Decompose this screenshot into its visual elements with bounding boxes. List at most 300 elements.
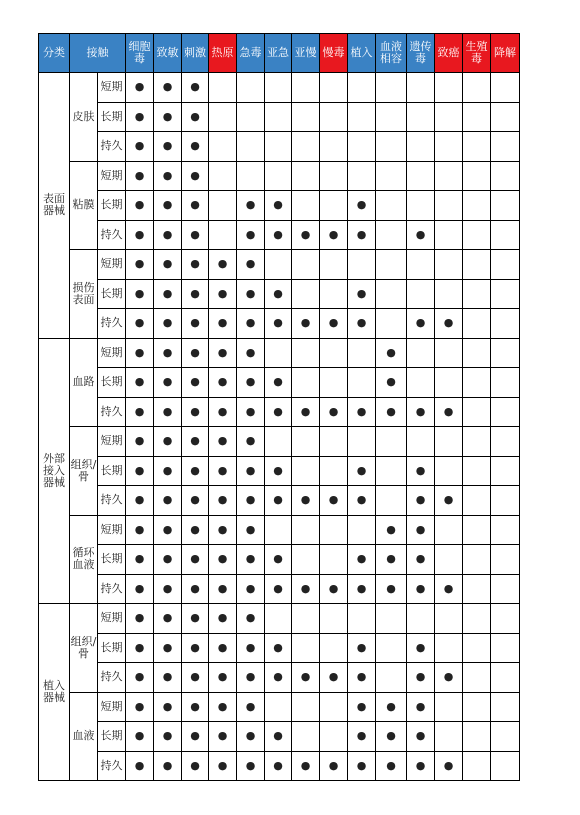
empty-test-cell bbox=[237, 161, 265, 191]
required-test-mark: ● bbox=[126, 663, 154, 693]
duration-label: 短期 bbox=[98, 692, 126, 722]
empty-test-cell bbox=[435, 102, 463, 132]
contact-site-label: 组织/骨 bbox=[70, 604, 98, 693]
empty-test-cell bbox=[407, 161, 435, 191]
empty-test-cell bbox=[407, 368, 435, 398]
empty-test-cell bbox=[463, 545, 491, 575]
required-test-mark: ● bbox=[435, 751, 463, 781]
empty-test-cell bbox=[265, 132, 292, 162]
required-test-mark: ● bbox=[237, 751, 265, 781]
empty-test-cell bbox=[292, 427, 320, 457]
empty-test-cell bbox=[491, 220, 520, 250]
empty-test-cell bbox=[292, 191, 320, 221]
empty-test-cell bbox=[292, 722, 320, 752]
empty-test-cell bbox=[320, 633, 348, 663]
required-test-mark: ● bbox=[182, 102, 209, 132]
required-test-mark: ● bbox=[126, 250, 154, 280]
required-test-mark: ● bbox=[348, 663, 376, 693]
required-test-mark: ● bbox=[182, 220, 209, 250]
empty-test-cell bbox=[463, 456, 491, 486]
empty-test-cell bbox=[376, 604, 407, 634]
required-test-mark: ● bbox=[182, 73, 209, 103]
required-test-mark: ● bbox=[126, 486, 154, 516]
required-test-mark: ● bbox=[237, 663, 265, 693]
table-row bbox=[39, 191, 520, 221]
empty-test-cell bbox=[292, 604, 320, 634]
required-test-mark: ● bbox=[154, 515, 182, 545]
duration-label: 长期 bbox=[98, 191, 126, 221]
required-test-mark: ● bbox=[237, 456, 265, 486]
required-test-mark: ● bbox=[320, 309, 348, 339]
table-row bbox=[39, 633, 520, 663]
required-test-mark: ● bbox=[182, 515, 209, 545]
empty-test-cell bbox=[435, 545, 463, 575]
required-test-mark: ● bbox=[182, 456, 209, 486]
empty-test-cell bbox=[463, 102, 491, 132]
required-test-mark: ● bbox=[407, 574, 435, 604]
evaluation-matrix-table bbox=[38, 33, 520, 781]
required-test-mark: ● bbox=[209, 309, 237, 339]
required-test-mark: ● bbox=[237, 338, 265, 368]
empty-test-cell bbox=[435, 692, 463, 722]
required-test-mark: ● bbox=[237, 309, 265, 339]
required-test-mark: ● bbox=[126, 309, 154, 339]
required-test-mark: ● bbox=[209, 486, 237, 516]
duration-label: 持久 bbox=[98, 751, 126, 781]
required-test-mark: ● bbox=[154, 368, 182, 398]
empty-test-cell bbox=[463, 368, 491, 398]
empty-test-cell bbox=[348, 132, 376, 162]
empty-test-cell bbox=[376, 102, 407, 132]
empty-test-cell bbox=[265, 161, 292, 191]
required-test-mark: ● bbox=[154, 309, 182, 339]
empty-test-cell bbox=[491, 604, 520, 634]
empty-test-cell bbox=[435, 161, 463, 191]
required-test-mark: ● bbox=[126, 574, 154, 604]
duration-label: 长期 bbox=[98, 456, 126, 486]
required-test-mark: ● bbox=[154, 486, 182, 516]
empty-test-cell bbox=[320, 279, 348, 309]
required-test-mark: ● bbox=[376, 722, 407, 752]
required-test-mark: ● bbox=[265, 456, 292, 486]
required-test-mark: ● bbox=[126, 456, 154, 486]
required-test-mark: ● bbox=[126, 368, 154, 398]
empty-test-cell bbox=[376, 456, 407, 486]
required-test-mark: ● bbox=[265, 574, 292, 604]
required-test-mark: ● bbox=[182, 486, 209, 516]
empty-test-cell bbox=[435, 250, 463, 280]
required-test-mark: ● bbox=[154, 191, 182, 221]
required-test-mark: ● bbox=[348, 309, 376, 339]
contact-site-label: 血路 bbox=[70, 338, 98, 427]
table-row bbox=[39, 279, 520, 309]
empty-test-cell bbox=[376, 486, 407, 516]
empty-test-cell bbox=[237, 102, 265, 132]
header-test: 致敏 bbox=[154, 34, 182, 73]
required-test-mark: ● bbox=[435, 486, 463, 516]
required-test-mark: ● bbox=[126, 397, 154, 427]
empty-test-cell bbox=[265, 102, 292, 132]
required-test-mark: ● bbox=[182, 663, 209, 693]
empty-test-cell bbox=[463, 692, 491, 722]
duration-label: 短期 bbox=[98, 338, 126, 368]
required-test-mark: ● bbox=[348, 633, 376, 663]
empty-test-cell bbox=[407, 250, 435, 280]
empty-test-cell bbox=[491, 722, 520, 752]
required-test-mark: ● bbox=[320, 397, 348, 427]
header-test: 植入 bbox=[348, 34, 376, 73]
empty-test-cell bbox=[320, 604, 348, 634]
required-test-mark: ● bbox=[126, 338, 154, 368]
category-label: 外部接入器械 bbox=[39, 338, 70, 604]
empty-test-cell bbox=[265, 250, 292, 280]
empty-test-cell bbox=[463, 250, 491, 280]
required-test-mark: ● bbox=[265, 722, 292, 752]
required-test-mark: ● bbox=[348, 486, 376, 516]
empty-test-cell bbox=[376, 220, 407, 250]
required-test-mark: ● bbox=[237, 545, 265, 575]
required-test-mark: ● bbox=[126, 132, 154, 162]
empty-test-cell bbox=[292, 250, 320, 280]
required-test-mark: ● bbox=[376, 545, 407, 575]
empty-test-cell bbox=[209, 73, 237, 103]
required-test-mark: ● bbox=[435, 663, 463, 693]
duration-label: 短期 bbox=[98, 161, 126, 191]
empty-test-cell bbox=[491, 161, 520, 191]
required-test-mark: ● bbox=[320, 220, 348, 250]
header-test: 致癌 bbox=[435, 34, 463, 73]
empty-test-cell bbox=[292, 132, 320, 162]
empty-test-cell bbox=[376, 73, 407, 103]
empty-test-cell bbox=[463, 574, 491, 604]
duration-label: 长期 bbox=[98, 722, 126, 752]
required-test-mark: ● bbox=[182, 250, 209, 280]
empty-test-cell bbox=[348, 427, 376, 457]
required-test-mark: ● bbox=[292, 220, 320, 250]
required-test-mark: ● bbox=[126, 545, 154, 575]
empty-test-cell bbox=[292, 102, 320, 132]
required-test-mark: ● bbox=[126, 191, 154, 221]
empty-test-cell bbox=[463, 722, 491, 752]
required-test-mark: ● bbox=[154, 545, 182, 575]
empty-test-cell bbox=[463, 73, 491, 103]
empty-test-cell bbox=[348, 515, 376, 545]
required-test-mark: ● bbox=[154, 338, 182, 368]
empty-test-cell bbox=[320, 250, 348, 280]
empty-test-cell bbox=[376, 250, 407, 280]
header-test: 急毒 bbox=[237, 34, 265, 73]
required-test-mark: ● bbox=[320, 574, 348, 604]
empty-test-cell bbox=[320, 456, 348, 486]
empty-test-cell bbox=[435, 633, 463, 663]
required-test-mark: ● bbox=[126, 604, 154, 634]
required-test-mark: ● bbox=[126, 73, 154, 103]
empty-test-cell bbox=[435, 368, 463, 398]
header-contact: 接触 bbox=[70, 34, 126, 73]
table-row bbox=[39, 338, 520, 368]
header-row bbox=[39, 34, 520, 73]
table-row bbox=[39, 456, 520, 486]
required-test-mark: ● bbox=[237, 397, 265, 427]
required-test-mark: ● bbox=[376, 368, 407, 398]
required-test-mark: ● bbox=[265, 486, 292, 516]
required-test-mark: ● bbox=[209, 604, 237, 634]
required-test-mark: ● bbox=[126, 751, 154, 781]
empty-test-cell bbox=[407, 604, 435, 634]
empty-test-cell bbox=[463, 161, 491, 191]
header-test: 血液相容 bbox=[376, 34, 407, 73]
empty-test-cell bbox=[292, 456, 320, 486]
table-row bbox=[39, 722, 520, 752]
table-row bbox=[39, 486, 520, 516]
empty-test-cell bbox=[491, 574, 520, 604]
required-test-mark: ● bbox=[126, 427, 154, 457]
required-test-mark: ● bbox=[348, 397, 376, 427]
required-test-mark: ● bbox=[376, 692, 407, 722]
empty-test-cell bbox=[407, 191, 435, 221]
required-test-mark: ● bbox=[237, 486, 265, 516]
required-test-mark: ● bbox=[265, 368, 292, 398]
empty-test-cell bbox=[491, 102, 520, 132]
required-test-mark: ● bbox=[154, 73, 182, 103]
empty-test-cell bbox=[376, 191, 407, 221]
empty-test-cell bbox=[491, 132, 520, 162]
duration-label: 长期 bbox=[98, 633, 126, 663]
table-row bbox=[39, 604, 520, 634]
header-test: 亚慢 bbox=[292, 34, 320, 73]
required-test-mark: ● bbox=[348, 751, 376, 781]
required-test-mark: ● bbox=[320, 663, 348, 693]
table-row bbox=[39, 545, 520, 575]
required-test-mark: ● bbox=[376, 515, 407, 545]
required-test-mark: ● bbox=[348, 574, 376, 604]
empty-test-cell bbox=[407, 338, 435, 368]
contact-site-label: 组织/骨 bbox=[70, 427, 98, 516]
required-test-mark: ● bbox=[407, 692, 435, 722]
duration-label: 短期 bbox=[98, 73, 126, 103]
duration-label: 长期 bbox=[98, 368, 126, 398]
empty-test-cell bbox=[491, 250, 520, 280]
empty-test-cell bbox=[376, 132, 407, 162]
required-test-mark: ● bbox=[292, 663, 320, 693]
empty-test-cell bbox=[463, 397, 491, 427]
required-test-mark: ● bbox=[348, 279, 376, 309]
required-test-mark: ● bbox=[154, 220, 182, 250]
empty-test-cell bbox=[491, 486, 520, 516]
empty-test-cell bbox=[348, 604, 376, 634]
required-test-mark: ● bbox=[237, 633, 265, 663]
table-row bbox=[39, 574, 520, 604]
duration-label: 持久 bbox=[98, 132, 126, 162]
empty-test-cell bbox=[491, 456, 520, 486]
required-test-mark: ● bbox=[237, 368, 265, 398]
empty-test-cell bbox=[491, 73, 520, 103]
empty-test-cell bbox=[435, 191, 463, 221]
duration-label: 长期 bbox=[98, 545, 126, 575]
required-test-mark: ● bbox=[376, 338, 407, 368]
required-test-mark: ● bbox=[154, 132, 182, 162]
required-test-mark: ● bbox=[407, 663, 435, 693]
required-test-mark: ● bbox=[292, 486, 320, 516]
empty-test-cell bbox=[292, 161, 320, 191]
empty-test-cell bbox=[463, 191, 491, 221]
required-test-mark: ● bbox=[407, 486, 435, 516]
category-label: 表面器械 bbox=[39, 73, 70, 339]
required-test-mark: ● bbox=[154, 161, 182, 191]
empty-test-cell bbox=[292, 692, 320, 722]
empty-test-cell bbox=[292, 515, 320, 545]
required-test-mark: ● bbox=[182, 427, 209, 457]
header-test: 亚急 bbox=[265, 34, 292, 73]
required-test-mark: ● bbox=[209, 574, 237, 604]
required-test-mark: ● bbox=[182, 751, 209, 781]
contact-site-label: 粘膜 bbox=[70, 161, 98, 250]
required-test-mark: ● bbox=[376, 751, 407, 781]
duration-label: 短期 bbox=[98, 250, 126, 280]
required-test-mark: ● bbox=[237, 220, 265, 250]
empty-test-cell bbox=[463, 427, 491, 457]
required-test-mark: ● bbox=[348, 545, 376, 575]
empty-test-cell bbox=[463, 132, 491, 162]
duration-label: 持久 bbox=[98, 309, 126, 339]
table-row bbox=[39, 751, 520, 781]
table-row bbox=[39, 73, 520, 103]
table-row bbox=[39, 515, 520, 545]
required-test-mark: ● bbox=[154, 397, 182, 427]
table-row bbox=[39, 368, 520, 398]
header-test: 遗传毒 bbox=[407, 34, 435, 73]
empty-test-cell bbox=[491, 633, 520, 663]
required-test-mark: ● bbox=[237, 191, 265, 221]
required-test-mark: ● bbox=[154, 604, 182, 634]
required-test-mark: ● bbox=[182, 161, 209, 191]
required-test-mark: ● bbox=[126, 220, 154, 250]
empty-test-cell bbox=[320, 427, 348, 457]
required-test-mark: ● bbox=[209, 692, 237, 722]
required-test-mark: ● bbox=[126, 692, 154, 722]
required-test-mark: ● bbox=[407, 722, 435, 752]
required-test-mark: ● bbox=[182, 338, 209, 368]
required-test-mark: ● bbox=[154, 456, 182, 486]
empty-test-cell bbox=[348, 338, 376, 368]
table-row bbox=[39, 132, 520, 162]
empty-test-cell bbox=[463, 220, 491, 250]
required-test-mark: ● bbox=[348, 191, 376, 221]
required-test-mark: ● bbox=[154, 633, 182, 663]
required-test-mark: ● bbox=[209, 722, 237, 752]
required-test-mark: ● bbox=[154, 722, 182, 752]
empty-test-cell bbox=[320, 73, 348, 103]
duration-label: 长期 bbox=[98, 102, 126, 132]
table-row bbox=[39, 427, 520, 457]
empty-test-cell bbox=[435, 73, 463, 103]
header-test: 刺激 bbox=[182, 34, 209, 73]
empty-test-cell bbox=[491, 545, 520, 575]
required-test-mark: ● bbox=[237, 427, 265, 457]
required-test-mark: ● bbox=[154, 574, 182, 604]
empty-test-cell bbox=[463, 515, 491, 545]
required-test-mark: ● bbox=[376, 574, 407, 604]
required-test-mark: ● bbox=[320, 486, 348, 516]
required-test-mark: ● bbox=[376, 397, 407, 427]
required-test-mark: ● bbox=[182, 279, 209, 309]
empty-test-cell bbox=[209, 102, 237, 132]
required-test-mark: ● bbox=[126, 102, 154, 132]
empty-test-cell bbox=[491, 368, 520, 398]
required-test-mark: ● bbox=[209, 751, 237, 781]
header-test: 降解 bbox=[491, 34, 520, 73]
table-row bbox=[39, 161, 520, 191]
empty-test-cell bbox=[265, 604, 292, 634]
empty-test-cell bbox=[491, 692, 520, 722]
table-row bbox=[39, 692, 520, 722]
required-test-mark: ● bbox=[407, 456, 435, 486]
empty-test-cell bbox=[407, 73, 435, 103]
duration-label: 短期 bbox=[98, 427, 126, 457]
header-test: 细胞毒 bbox=[126, 34, 154, 73]
required-test-mark: ● bbox=[182, 633, 209, 663]
required-test-mark: ● bbox=[407, 309, 435, 339]
empty-test-cell bbox=[463, 633, 491, 663]
required-test-mark: ● bbox=[265, 751, 292, 781]
empty-test-cell bbox=[376, 161, 407, 191]
required-test-mark: ● bbox=[407, 515, 435, 545]
empty-test-cell bbox=[320, 338, 348, 368]
empty-test-cell bbox=[435, 279, 463, 309]
table-row bbox=[39, 309, 520, 339]
empty-test-cell bbox=[292, 338, 320, 368]
required-test-mark: ● bbox=[126, 633, 154, 663]
empty-test-cell bbox=[320, 191, 348, 221]
required-test-mark: ● bbox=[154, 250, 182, 280]
required-test-mark: ● bbox=[182, 692, 209, 722]
required-test-mark: ● bbox=[154, 102, 182, 132]
required-test-mark: ● bbox=[407, 220, 435, 250]
contact-site-label: 循环血液 bbox=[70, 515, 98, 604]
required-test-mark: ● bbox=[182, 191, 209, 221]
empty-test-cell bbox=[292, 279, 320, 309]
required-test-mark: ● bbox=[237, 692, 265, 722]
empty-test-cell bbox=[348, 368, 376, 398]
category-label: 植入器械 bbox=[39, 604, 70, 781]
required-test-mark: ● bbox=[182, 132, 209, 162]
empty-test-cell bbox=[491, 338, 520, 368]
table-row bbox=[39, 102, 520, 132]
required-test-mark: ● bbox=[435, 574, 463, 604]
duration-label: 短期 bbox=[98, 515, 126, 545]
required-test-mark: ● bbox=[348, 220, 376, 250]
empty-test-cell bbox=[463, 604, 491, 634]
empty-test-cell bbox=[376, 279, 407, 309]
required-test-mark: ● bbox=[182, 574, 209, 604]
required-test-mark: ● bbox=[237, 722, 265, 752]
required-test-mark: ● bbox=[265, 309, 292, 339]
required-test-mark: ● bbox=[154, 663, 182, 693]
empty-test-cell bbox=[292, 545, 320, 575]
empty-test-cell bbox=[265, 692, 292, 722]
required-test-mark: ● bbox=[209, 633, 237, 663]
required-test-mark: ● bbox=[407, 633, 435, 663]
empty-test-cell bbox=[491, 663, 520, 693]
duration-label: 持久 bbox=[98, 397, 126, 427]
empty-test-cell bbox=[292, 73, 320, 103]
empty-test-cell bbox=[320, 722, 348, 752]
duration-label: 持久 bbox=[98, 574, 126, 604]
duration-label: 持久 bbox=[98, 486, 126, 516]
required-test-mark: ● bbox=[209, 397, 237, 427]
required-test-mark: ● bbox=[265, 545, 292, 575]
empty-test-cell bbox=[463, 751, 491, 781]
